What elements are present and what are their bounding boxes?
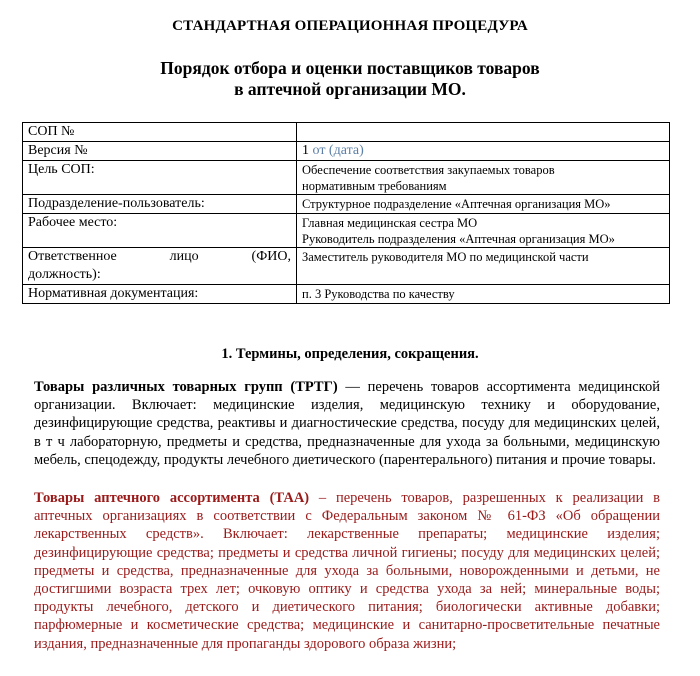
version-value-cell [297,142,670,161]
version-date: от (дата) [312,143,364,158]
table-row [23,123,670,142]
table-row [23,285,670,304]
workplace-label: Рабочее место: [23,214,297,248]
term-paragraph-trtg [34,378,660,469]
goal-value-line-1: Обеспечение соответствия закупаемых товаров [302,163,555,177]
version-label: Версия № [23,142,297,161]
section-heading: 1. Термины, определения, сокращения. [221,346,479,362]
term-definition-taa: – перечень товаров, разрешенных к реализации в аптечных организациях в соответствии с Федеральным законом № 61-ФЗ «Об обращении лекарственных средств». Включает: лекарственные препараты; медицинские изделия; дезинфицирующие средства; предметы и средства личной гигиены; посуду для медицинских целей; предметы и средства, предназначенные для ухода за больными, новорожденными и детьми, не достигшими возраста трех лет; очковую оптику и средства ухода за ней; минеральные воды; продукты лечебного, детского и диетического питания; биологически активные добавки; парфюмерные и косметические средства; медицинские и санитарно-просветительные печатные издания, предназначенные для пропаганды здорового образа жизни; [34,490,660,652]
subtitle-line-1: Порядок отбора и оценки поставщиков товаров [160,58,540,78]
subtitle-line-2: в аптечной организации МО. [234,79,466,99]
workplace-value-line-1: Главная медицинская сестра МО [302,216,478,230]
sop-number-value [297,123,670,142]
responsible-value: Заместитель руководителя МО по медицинской части [297,248,670,285]
document-subtitle [0,58,700,100]
table-row [23,195,670,214]
term-definition-trtg: — перечень товаров ассортимента медицинской организации. Включает: медицинские изделия, медицинскую технику и оборудование, дезинфицирующие средства, реактивы и диагностические средства, посуду для медицинских целей, в т ч лабораторную, предметы и средства, предназначенные для ухода за больными, медицинскую мебель, спецодежду, продукты лечебного диетического (парентерального) питания и прочие товары. [34,379,660,468]
department-label: Подразделение-пользователь: [23,195,297,214]
normative-value: п. 3 Руководства по качеству [297,285,670,304]
document-title: СТАНДАРТНАЯ ОПЕРАЦИОННАЯ ПРОЦЕДУРА [172,18,528,34]
workplace-value-line-2: Руководитель подразделения «Аптечная организация МО» [302,232,615,246]
normative-label: Нормативная документация: [23,285,297,304]
table-row [23,214,670,248]
goal-value-line-2: нормативным требованиям [302,179,447,193]
table-row [23,248,670,285]
sop-info-table [22,122,670,304]
goal-label: Цель СОП: [23,161,297,195]
sop-number-label: СОП № [23,123,297,142]
goal-value [297,161,670,195]
table-row [23,161,670,195]
responsible-label-line-1: Ответственное лицо (ФИО, [28,249,291,264]
term-paragraph-taa [34,489,660,653]
responsible-label-line-2: должность): [28,267,101,282]
responsible-label [23,248,297,285]
version-value: 1 [302,143,309,158]
term-name-trtg: Товары различных товарных групп (ТРТГ) [34,379,338,395]
workplace-value [297,214,670,248]
department-value: Структурное подразделение «Аптечная организация МО» [297,195,670,214]
term-name-taa: Товары аптечного ассортимента (ТАА) [34,490,310,506]
table-row [23,142,670,161]
